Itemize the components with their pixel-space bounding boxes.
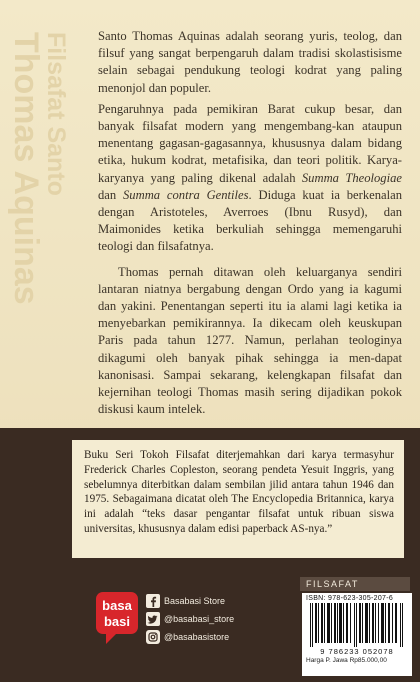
facebook-handle: Basabasi Store <box>164 596 226 606</box>
price-label: Harga P. Jawa Rp85.000,00 <box>306 657 387 664</box>
synopsis-paragraph-2-text: Pengaruhnya pada pemikiran Barat cukup besar, dan banyak filsafat modern yang mengembang-kan ataupun menentang gagasan-gagasannya, khususnya dalam bidang etika, hukum kodrat, metafisika, dan teori politik. Karya-karyanya yang paling dikenal adalah <box>98 101 402 185</box>
spine-title-line2: Thomas Aquinas <box>7 32 45 305</box>
isbn-barcode-panel <box>302 593 412 676</box>
synopsis-paragraph-3: Thomas pernah ditawan oleh keluarganya sendiri lantaran niatnya bergabung dengan Ordo yang ia kagumi dan yakini. Penentangan seperti itu ia alami lagi ketika ia menyebarkan pemikirannya. Ia dikecam oleh keuskupan Paris pada tahun 1277. Namun, perlahan teologinya dikagumi oleh banyak pihak sehingga ia men-dapat kanonisasi. Sampai sekarang, kelengkapan filsafat dan kejernihan teologi Thomas masih sering dijadikan pokok diskusi kaum intelek. <box>98 264 402 417</box>
synopsis-paragraph-2 <box>98 101 402 256</box>
work-title-summa-theologiae: Summa Theologiae <box>301 170 402 185</box>
twitter-icon <box>146 612 160 626</box>
isbn-number: ISBN: 978-623-305-207-6 <box>306 595 394 602</box>
synopsis-paragraph-2-end: . Diduga kuat ia berkenalan dengan Aristoteles, Averroes (Ibnu Rusyd), dan Maimonides ketika berkuliah sehingga memengaruhi teologi dan filsafatnya. <box>98 187 402 254</box>
barcode-digits: 9 786233 052078 <box>320 647 394 656</box>
series-blurb: Buku Seri Tokoh Filsafat diterjemahkan dari karya termasyhur Frederick Charles Copleston, seorang pendeta Yesuit Inggris, yang sebelumnya diterbitkan dalam sembilan jilid antara tahun 1946 dan 1975. Sebagaimana dicatat oleh The Encyclopedia Britannica, karya ini adalah “teks dasar pengantar filsafat untuk ribuan siswa universitas, khususnya dalam edisi paperback AS-nya.” <box>72 440 404 558</box>
twitter-handle: @basabasi_store <box>164 614 235 624</box>
publisher-logo <box>96 592 138 648</box>
facebook-icon <box>146 594 160 608</box>
category-label: FILSAFAT <box>300 577 410 591</box>
logo-word-basa: basa <box>102 598 132 613</box>
social-facebook[interactable] <box>146 592 296 610</box>
spine-title-svg <box>0 0 90 430</box>
conjunction-text: dan <box>98 187 123 202</box>
synopsis <box>98 28 402 422</box>
spine-title-line1: Filsafat Santo <box>42 32 70 196</box>
instagram-handle: @basabasistore <box>164 632 230 642</box>
social-media-list <box>146 592 296 646</box>
logo-word-basi: basi <box>103 614 131 629</box>
social-twitter[interactable] <box>146 610 296 628</box>
work-title-summa-contra-gentiles: Summa contra Gentiles <box>123 187 249 202</box>
basabasi-logo-icon <box>96 592 138 648</box>
synopsis-paragraph-1: Santo Thomas Aquinas adalah seorang yuris, teolog, dan filsuf yang sangat berpengaruh dalam tradisi skolastisisme selain sebagai pendukung teologi kodrat yang paling menonjol dan populer. <box>98 29 402 95</box>
instagram-icon <box>146 630 160 644</box>
barcode-icon <box>306 603 408 647</box>
spine-title-watermark <box>0 0 90 430</box>
social-instagram[interactable] <box>146 628 296 646</box>
